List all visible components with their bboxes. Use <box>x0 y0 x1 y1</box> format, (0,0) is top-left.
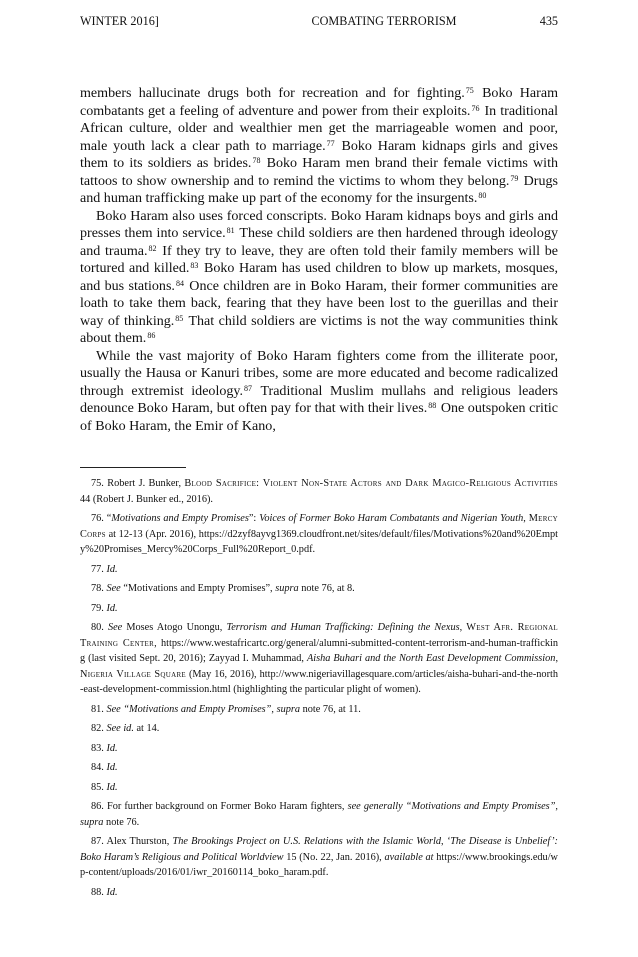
footnote-ref-83[interactable]: 83 <box>190 261 199 270</box>
footnote-ref-76[interactable]: 76 <box>471 103 480 113</box>
footnote-87-link[interactable]: https://www.brookings.edu/wp-content/uploads/2016/01/iwr_20160114_boko_haram.pdf. <box>80 851 558 878</box>
footnote-77: 77. Id. <box>91 563 118 575</box>
footnote-87: 87. Alex Thurston, The Brookings Project on U.S. Relations with the Islamic World, ‘The Disease is Unbelief’: Boko Haram’s Religious and Political Worldview 15 (No. 22, Jan. 2016), available at https://www.brookings.edu/wp-content/uploads/2016/01/iwr_20160114_boko_haram.pdf. <box>80 836 558 878</box>
footnote-86: 86. For further background on Former Boko Haram fighters, see generally “Motivations and Empty Promises”, supra note 76. <box>80 801 558 828</box>
footnotes <box>80 476 558 904</box>
footnote-ref-88[interactable]: 88 <box>428 401 437 410</box>
page-number: 435 <box>539 14 558 28</box>
footnote-76: 76. “Motivations and Empty Promises”: Voices of Former Boko Haram Combatants and Nigerian Youth, Mercy Corps at 12-13 (Apr. 2016), https://d2zyf8ayvg1369.cloudfront.net/sites/default/files/Motivations%20and%20Empty%20Promises_Mercy%20Corps_Full%20Report_0.pdf. <box>80 513 559 555</box>
footnote-ref-80[interactable]: 80 <box>478 191 487 200</box>
body-text <box>80 85 558 435</box>
paragraph-3: While the vast majority of Boko Haram fighters come from the illiterate poor, usually the Hausa or Kanuri tribes, some are more educated and become radicalized through extremist ideology.$^{87}$ Traditional Muslim mullahs and religious leaders denounce Boko Haram, but often pay for that with their lives.$^{88}$ One outspoken critic of Boko Haram, the Emir of Kano, <box>80 347 558 434</box>
footnote-83: 83. Id. <box>91 742 118 754</box>
footnote-ref-84[interactable]: 84 <box>175 278 184 288</box>
footnote-80-link-2[interactable]: http://www.nigeriavillagesquare.com/articles/aisha-buhari-and-the-north-east-development-commission.html <box>80 668 559 695</box>
footnote-75: 75. Robert J. Bunker, Blood Sacrifice: Violent Non-State Actors and Dark Magico-Religious Activities 44 (Robert J. Bunker ed., 2016). <box>80 478 559 505</box>
footnote-85: 85. Id. <box>91 781 118 793</box>
running-header <box>80 14 558 30</box>
footnote-ref-85[interactable]: 85 <box>175 313 184 323</box>
footnote-ref-77[interactable]: 77 <box>326 138 335 148</box>
footnote-ref-87[interactable]: 87 <box>244 383 253 393</box>
footnote-ref-81[interactable]: 81 <box>226 226 235 235</box>
footnote-88: 88. Id. <box>91 886 118 898</box>
footnote-divider <box>80 467 186 468</box>
paragraph-1: members hallucinate drugs both for recreation and for fighting.$^{75}$ Boko Haram combatants get a feeling of adventure and power from their exploits.$^{76}$ In traditional African culture, older and wealthier men get the marriageable women and poor, male youth lack a clear path to marriage.$^{77}$ Boko Haram kidnaps girls and gives them to its soldiers as brides.$^{78}$ Boko Haram men brand their female victims with tattoos to show ownership and to remind the victims to whom they belong.$^{79}$ Drugs and human trafficking make up part of the economy for the insurgents.$^{80}$ <box>80 85 559 206</box>
footnote-76-link[interactable]: https://d2zyf8ayvg1369.cloudfront.net/sites/default/files/Motivations%20and%20Empty%20Promises_Mercy%20Corps_Full%20Report_0.pdf. <box>80 528 558 555</box>
footnote-81: 81. See “Motivations and Empty Promises”, supra note 76, at 11. <box>91 703 361 715</box>
footnote-78: 78. See “Motivations and Empty Promises”, supra note 76, at 8. <box>91 583 355 594</box>
footnote-84: 84. Id. <box>91 762 118 773</box>
footnote-80: 80. See Moses Atogo Unongu, Terrorism and Human Trafficking: Defining the Nexus, West Afr. Regional Training Center, https://www.westafricartc.org/general/alumni-submitted-content-terrorism-and-human-trafficking (last visited Sept. 20, 2016); Zayyad I. Muhammad, Aisha Buhari and the North East Development Commission, Nigeria Village Square (May 16, 2016), http://www.nigeriavillagesquare.com/articles/aisha-buhari-and-the-north-east-development-commission.html (highlighting the particular plight of women). <box>80 622 559 695</box>
footnote-ref-75[interactable]: 75 <box>465 86 474 95</box>
footnote-ref-86[interactable]: 86 <box>147 331 156 340</box>
footnote-82: 82. See id. at 14. <box>91 723 160 734</box>
footnote-ref-78[interactable]: 78 <box>252 156 261 165</box>
paragraph-2: Boko Haram also uses forced conscripts. Boko Haram kidnaps boys and girls and presses them into service.$^{81}$ These child soldiers are then hardened through ideology and trauma.$^{82}$ If they try to leave, they are often told their family members will be tortured and killed.$^{83}$ Boko Haram has used children to blow up markets, mosques, and bus stations.$^{84}$ Once children are in Boko Haram, their former communities are loath to take them back, fearing that they have been lost to the guerillas and their way of thinking.$^{85}$ That child soldiers are victims is not the way communities think about them.$^{86}$ <box>80 207 559 346</box>
header-title: COMBATING TERRORISM <box>311 14 457 28</box>
header-issue: WINTER 2016] <box>80 14 159 28</box>
footnote-ref-82[interactable]: 82 <box>148 243 157 253</box>
footnote-79: 79. Id. <box>91 602 118 614</box>
footnote-ref-79[interactable]: 79 <box>510 173 519 183</box>
footnote-80-link-1[interactable]: https://www.westafricartc.org/general/alumni-submitted-content-terrorism-and-human-trafficking <box>80 637 558 664</box>
